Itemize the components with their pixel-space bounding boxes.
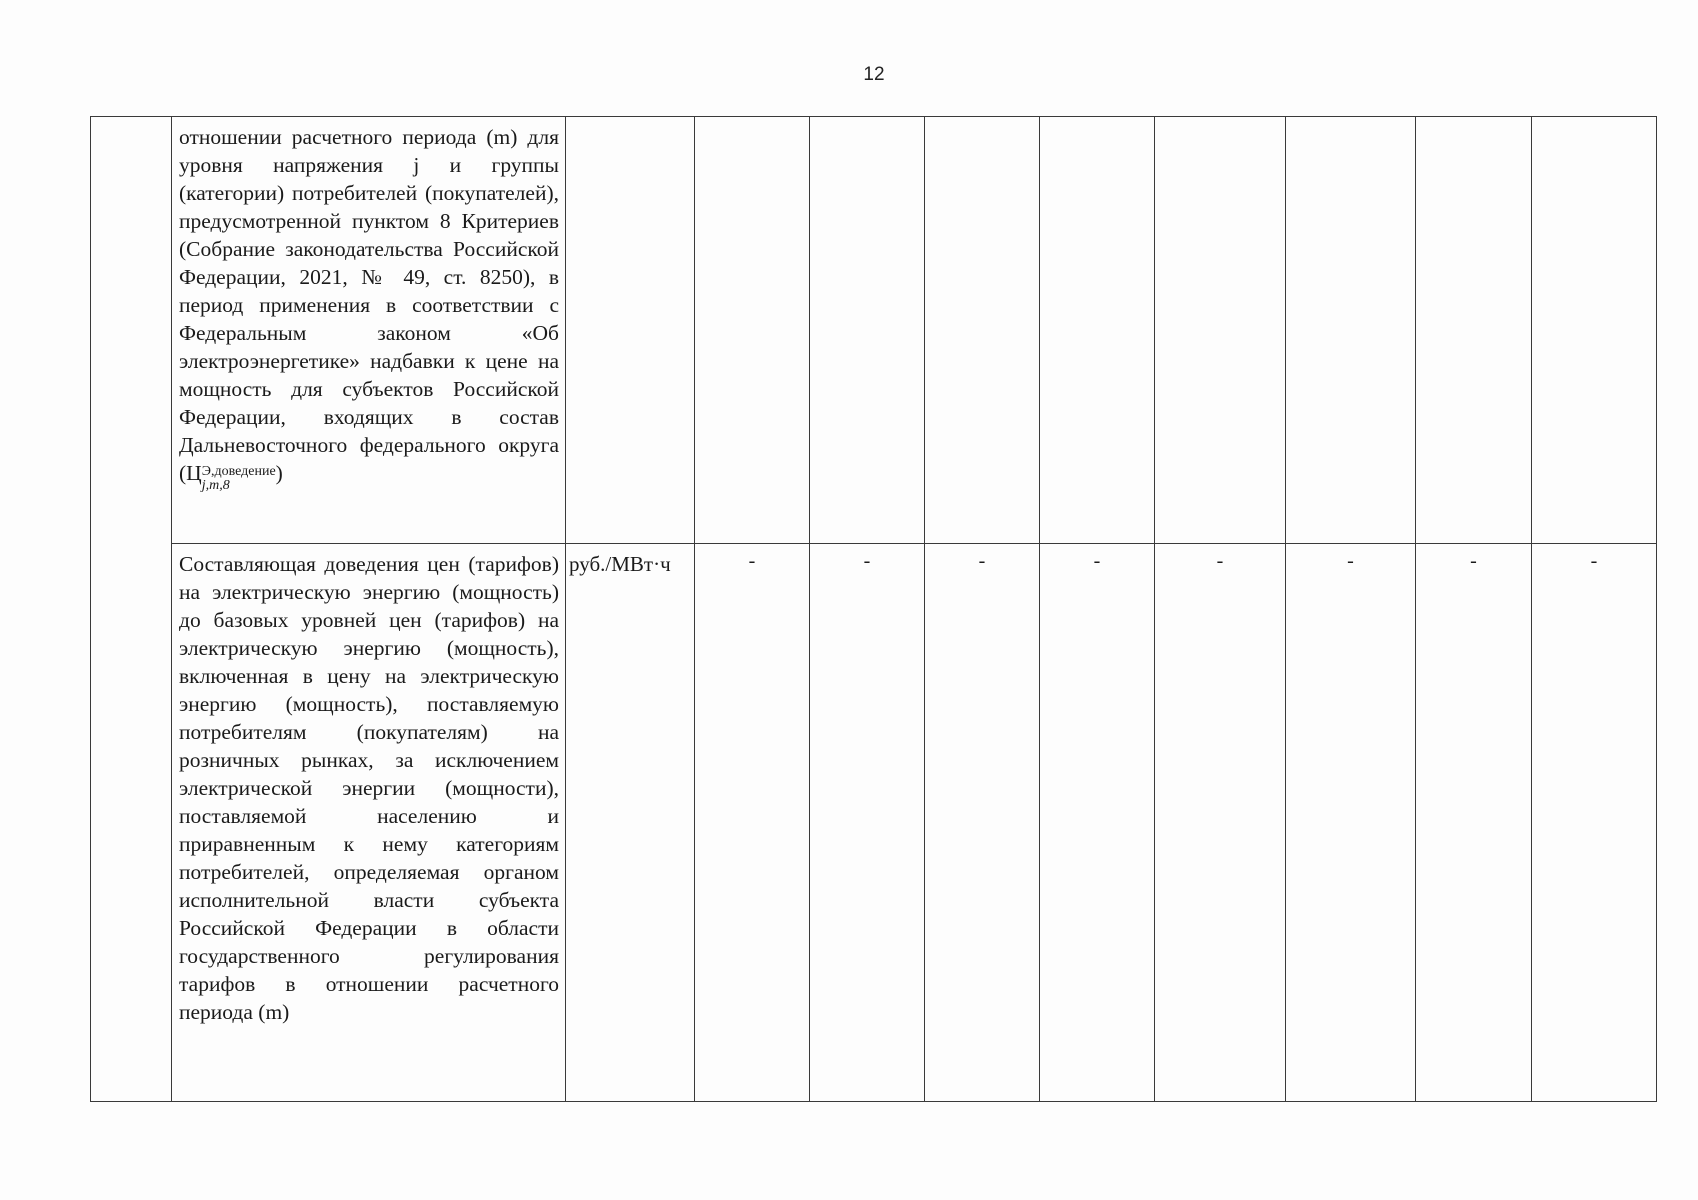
description-text: отношении расчетного периода (m) для уровня напряжения j и группы (категории) потребителей (покупателей), предусмотренной пунктом 8 Критериев (Собрание законодательства Российской Федерации, 2021, № 49, ст. 8250), в период применения в соответствии с Федеральным законом «Об электроэнергетике» надбавки к цене на мощность для субъектов Российской Федерации, входящих в состав Дальневосточного федерального округа ( <box>179 125 559 485</box>
value-cell <box>1416 117 1532 544</box>
unit-cell <box>566 117 695 544</box>
value-cell: - <box>695 544 810 1102</box>
row-number-cell <box>91 117 172 1102</box>
description-cell: Составляющая доведения цен (тарифов) на электрическую энергию (мощность) до базовых уровней цен (тарифов) на электрическую энергию (мощность), включенная в цену на электрическую энергию (мощность), поставляемую потребителям (покупателям) на розничных рынках, за исключением электрической энергии (мощности), поставляемой населению и приравненным к нему категориям потребителей, определяемая органом исполнительной власти субъекта Российской Федерации в области государственного регулирования тарифов в отношении расчетного периода (m) <box>172 544 566 1102</box>
value-cell <box>695 117 810 544</box>
formula-superscript: Э,доведение <box>201 464 276 479</box>
value-cell <box>1532 117 1657 544</box>
value-cell: - <box>1416 544 1532 1102</box>
value-cell <box>1286 117 1416 544</box>
value-cell <box>925 117 1040 544</box>
value-cell: - <box>925 544 1040 1102</box>
value-cell: - <box>1040 544 1155 1102</box>
page-number: 12 <box>863 64 885 85</box>
value-cell: - <box>1155 544 1286 1102</box>
formula: Ц Э,доведение j,m,8 ) <box>186 461 283 493</box>
value-cell <box>1155 117 1286 544</box>
description-cell <box>172 117 566 544</box>
value-cell: - <box>810 544 925 1102</box>
table-row <box>91 544 1657 1102</box>
unit-cell: руб./МВт·ч <box>566 544 695 1102</box>
value-cell: - <box>1532 544 1657 1102</box>
tariff-table <box>90 116 1657 1102</box>
value-cell: - <box>1286 544 1416 1102</box>
table-row <box>91 117 1657 544</box>
value-cell <box>810 117 925 544</box>
value-cell <box>1040 117 1155 544</box>
formula-subscript: j,m,8 <box>201 478 230 493</box>
